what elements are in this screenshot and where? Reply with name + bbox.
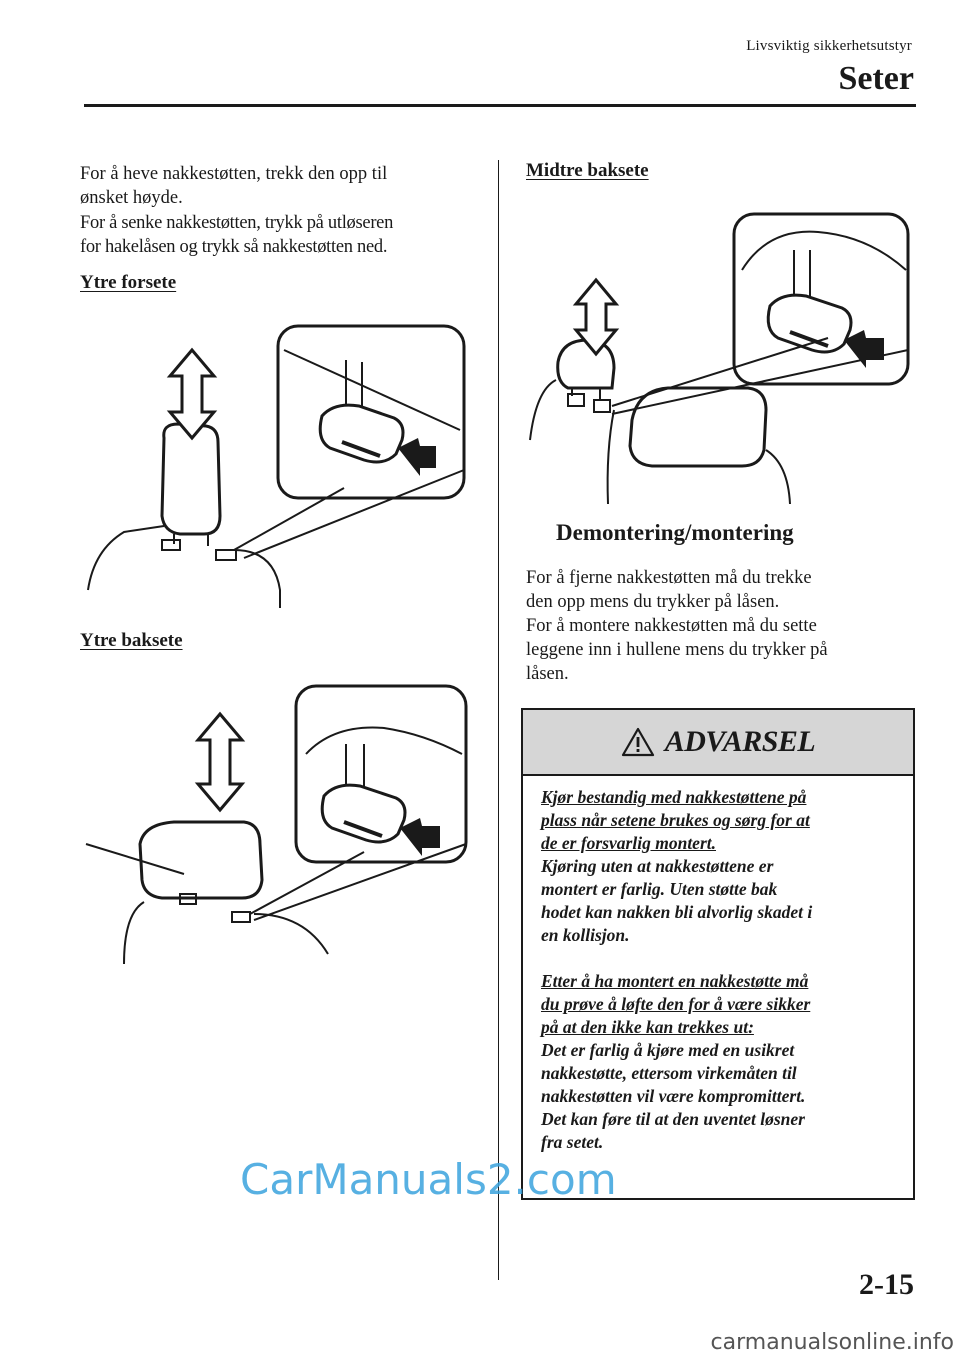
watermark: CarManuals2.com [240, 1155, 617, 1204]
column-divider [498, 160, 499, 1280]
instruction-removal-installation: For å fjerne nakkestøtten må du trekke den opp mens du trykker på låsen. For å montere nakkestøtten må du sette leggene inn i hullene mens du trykker på låsen. [526, 568, 828, 684]
front-seat-headrest-illustration [84, 320, 474, 610]
label-middle-rear-seat: Midtre baksete [526, 160, 649, 181]
warning-heading-2: Etter å ha montert en nakkestøtte må du prøve å løfte den for å være sikker på at den ikke kan trekkes ut: [541, 971, 811, 1037]
section-header: Livsviktig sikkerhetsutstyr [746, 38, 912, 54]
rear-outer-seat-headrest-illustration [84, 684, 474, 974]
label-front-outer-seat: Ytre forsete [80, 272, 177, 293]
instruction-raise: For å heve nakkestøtten, trekk den opp til ønsket høyde. [80, 164, 388, 208]
header-rule [84, 104, 916, 107]
warning-triangle-icon [621, 727, 655, 757]
warning-body [523, 776, 913, 1154]
page-title: Seter [838, 60, 914, 97]
warning-text-2: Det er farlig å kjøre med en usikret nakkestøtte, ettersom virkemåten til nakkestøtten vil være kompromittert. Det kan føre til at den uventet løsner fra setet. [541, 1040, 806, 1152]
warning-heading-1: Kjør bestandig med nakkestøttene på plass når setene brukes og sørg for at de er forsvarlig montert. [541, 787, 810, 853]
warning-title: ADVARSEL [664, 725, 816, 758]
instruction-lower: For å senke nakkestøtten, trykk på utløseren for hakelåsen og trykk så nakkestøtten ned. [80, 213, 394, 257]
warning-header [523, 710, 913, 776]
label-rear-outer-seat: Ytre baksete [80, 630, 183, 651]
section-title-removal-installation: Demontering/montering [556, 520, 794, 545]
warning-box [521, 708, 915, 1200]
warning-text-1: Kjøring uten at nakkestøttene er montert er farlig. Uten støtte bak hodet kan nakken bli alvorlig skadet i en kollisjon. [541, 856, 813, 945]
page-number: 2-15 [859, 1268, 914, 1301]
footer-watermark: carmanualsonline.info [710, 1330, 954, 1355]
middle-rear-seat-headrest-illustration [528, 210, 912, 510]
